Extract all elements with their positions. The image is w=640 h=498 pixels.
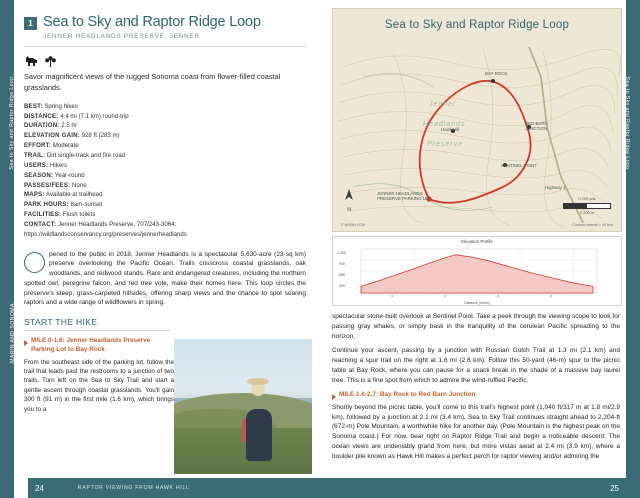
right-spine-bar	[626, 0, 640, 498]
left-content	[14, 0, 320, 498]
header-divider	[24, 46, 306, 47]
fact-key: TRAIL:	[24, 152, 46, 159]
profile-xtick-1: 1	[391, 294, 393, 298]
left-page-number: 24	[35, 483, 44, 493]
fact-value: Available at trailhead	[46, 191, 103, 199]
fact-value: Year-round	[54, 171, 85, 179]
fact-row	[24, 151, 306, 161]
north-label: N	[347, 207, 351, 213]
fact-value: 4.4 mi (7.1 km) round-trip	[60, 112, 129, 120]
right-text-column	[332, 312, 620, 466]
fact-value: 8am-sunset	[70, 201, 103, 209]
map-label-headlands: Headlands	[423, 121, 466, 128]
mile-2-body: Shortly beyond the picnic table, you'll come to this trail's highest point (1,040 ft/317 m at 1.8 mi/2.9 km), followed by a junction at 2.1 mi (3.4 km). Sea to Sky Trail continues straight ahead to 2,204-ft (672-m) Pole Mountain, a worthwhile hike for another day. (Pole Mountain is the highest peak on the Sonoma coast.) For now, bear right on Raptor Ridge Trail and begin a noticeable descent. The ocean views are undeniably grand from here, but more vistas await at 2.4 mi (3.9 km), where a boulder pile known as Hawk Hill makes a perfect perch for raptor viewing and/or admiring the	[332, 403, 620, 460]
profile-xtick-3: 3	[497, 294, 499, 298]
flower-icon	[44, 55, 57, 67]
scale-start-1: 0	[578, 196, 581, 201]
north-arrow-icon	[343, 189, 355, 213]
triangle-bullet-icon	[24, 340, 28, 346]
mile-2-title: MILE 1.6-2.7: Bay Rock to Red Barn Junction	[339, 391, 476, 399]
mile-1-body: From the southeast side of the parking lot, follow the trail that leads past the restrooms to a junction of two trails. Turn left on the Sea to Sky Trail and start a gentle ascent through coastal grasslands. You'll gain 300 ft (91 m) in the first mile (1.6 km), which brings you to a	[24, 358, 174, 413]
fact-key: MAPS:	[24, 191, 45, 199]
photo-person-body	[246, 409, 272, 461]
profile-ytick-1200: 1,200	[337, 251, 346, 255]
fact-row	[24, 200, 306, 210]
mile-2-head	[332, 391, 620, 400]
fact-key: SEASON:	[24, 171, 54, 179]
fact-key: DISTANCE:	[24, 112, 59, 120]
right-paragraph-2: Continue your ascent, passing by a junction with Russian Gulch Trail at 1.3 mi (2.1 km) and reaching a spur trail on the right at 1.6 mi (2.6 km). Follow this 50-yard (46-m) spur to the picnic table at Bay Rock, where you can pause for a snack break in the shade of a massive bay laurel tree. This is a fine spot from which to admire the wind-ruffled Pacific.	[332, 347, 620, 384]
fact-row	[24, 112, 306, 122]
profile-ytick-900: 900	[339, 262, 345, 266]
scale-end-1: 200 yds	[581, 196, 596, 201]
fact-key: DURATION:	[24, 122, 60, 130]
fact-row	[24, 141, 306, 151]
fact-row	[24, 121, 306, 131]
start-the-hike-divider	[24, 330, 170, 331]
fact-value: 928 ft (283 m)	[81, 132, 120, 140]
triangle-bullet-icon	[332, 394, 336, 400]
map-scale-bar	[563, 196, 611, 215]
scale-bar-graphic	[563, 203, 611, 209]
fact-row	[24, 220, 306, 240]
fact-row	[24, 210, 306, 220]
right-paragraph-1: spectacular stone-built overlook at Sentinel Point. Take a peek through the viewing scope to look for passing gray whales, or simply bask in the tranquility of the cerulean Pacific spreading to the horizon.	[332, 313, 620, 340]
fact-value: Flush toilets	[62, 211, 96, 219]
start-the-hike-heading: START THE HIKE	[24, 317, 98, 328]
elevation-profile-title: Elevation Profile	[461, 239, 493, 244]
photo-person-hat	[247, 378, 269, 385]
trail-header	[24, 14, 306, 40]
trail-blurb: Savor magnificent views of the rugged Sonoma coast from flower-filled coastal grasslands.	[24, 72, 281, 92]
mile-section-1	[24, 337, 174, 414]
profile-xlabel: Distance (miles)	[464, 301, 490, 305]
fact-value: Hikers	[49, 161, 68, 169]
fact-row	[24, 171, 306, 181]
map-label-highway-1: Highway 1	[545, 185, 566, 190]
map-copyright: © MOON.COM	[341, 223, 366, 227]
activity-icons	[24, 55, 320, 67]
left-footer	[28, 478, 334, 498]
trail-facts	[24, 102, 306, 240]
right-page-number: 25	[610, 483, 619, 493]
fact-key: USERS:	[24, 161, 49, 169]
trail-number-badge: 1	[24, 17, 37, 30]
profile-ytick-300: 300	[339, 284, 345, 288]
fact-value: Spring hikes	[44, 102, 78, 110]
right-page	[320, 0, 640, 498]
dropcap-o	[24, 252, 45, 273]
fact-key: BEST:	[24, 102, 43, 110]
elevation-profile-chart	[332, 236, 622, 306]
fact-value: Jenner Headlands Preserve, 707/243-3064; https://wildlandsconservancy.org/preserves/jennerheadlands	[24, 221, 187, 238]
fact-row	[24, 102, 306, 112]
spine-label-trail: Sea to Sky and Raptor Ridge Loop	[9, 76, 15, 170]
right-footer	[320, 478, 626, 498]
profile-ytick-600: 600	[339, 273, 345, 277]
photo-caption: RAPTOR VIEWING FROM HAWK HILL	[77, 485, 190, 491]
fact-row	[24, 161, 306, 171]
dog-icon	[24, 55, 39, 67]
fact-row	[24, 181, 306, 191]
profile-xtick-4: 4	[550, 294, 552, 298]
map-label-preserve: Preserve	[427, 141, 464, 148]
elevation-profile-plot	[333, 237, 621, 305]
map-label-bay-rock: BAY ROCK	[485, 71, 508, 76]
hiker-photo	[174, 339, 312, 474]
intro-text: pened to the public in 2018, Jenner Headlands is a spectacular 5,630-acre (23-sq km) preserve overlooking the Pacific Ocean. Trails crisscross coastal grasslands, oak woodlands, and redwood stands. Rare and endangered creatures, including the northern spotted owl, peregrine falcon, and red tree vole, make their homes here. This loop circles the preserve's steep, grass-carpeted hillsides, offering sharp views and the chance to spot soaring raptors and a wide range of wildflowers in spring.	[24, 250, 306, 307]
scale-start-2: 0	[579, 210, 582, 215]
right-spine-label: Sea to Sky and Raptor Ridge Loop	[624, 76, 630, 170]
map-label-sentinel-point: SENTINEL POINT	[501, 163, 537, 168]
fact-row	[24, 131, 306, 141]
contour-interval-note: Contour Interval = 40 feet	[572, 223, 613, 227]
fact-row	[24, 190, 306, 200]
spine-label-region: MARIN AND SONOMA	[10, 303, 16, 363]
map-title: Sea to Sky and Raptor Ridge Loop	[384, 19, 570, 31]
title-wrap	[43, 14, 261, 40]
left-spine-bar	[0, 0, 14, 498]
fact-value: Moderate	[52, 142, 79, 150]
profile-xtick-2: 2	[444, 294, 446, 298]
fact-key: PASSES/FEES:	[24, 181, 71, 189]
scale-end-2: 200 m	[583, 210, 595, 215]
map-label-hawk-hill: Hawk Hill	[441, 127, 460, 132]
fact-value: Dirt single-track and fire road	[46, 152, 126, 159]
map-label-red-barn-junction: RED BARN JUNCTION	[525, 121, 548, 131]
page-subtitle: JENNER HEADLANDS PRESERVE, JENNER	[43, 33, 200, 41]
fact-key: FACILITIES:	[24, 211, 62, 219]
mile-1-title: MILE 0-1.6: Jenner Headlands Preserve Parking Lot to Bay Rock	[31, 337, 151, 353]
fact-value: 2.5 hr	[61, 122, 77, 130]
map-label-parking-lot: JENNER HEADLANDS PRESERVE PARKING LOT	[377, 191, 432, 201]
fact-key: PARK HOURS:	[24, 201, 69, 209]
fact-key: CONTACT:	[24, 221, 57, 229]
page-title: Sea to Sky and Raptor Ridge Loop	[43, 14, 261, 30]
fact-key: EFFORT:	[24, 142, 52, 150]
trail-map[interactable]	[332, 8, 622, 232]
intro-paragraph	[24, 250, 306, 309]
fact-value: None	[72, 181, 87, 189]
fact-key: ELEVATION GAIN:	[24, 132, 80, 140]
mile-1-head	[24, 337, 174, 354]
map-label-jenner: Jenner	[429, 101, 457, 108]
